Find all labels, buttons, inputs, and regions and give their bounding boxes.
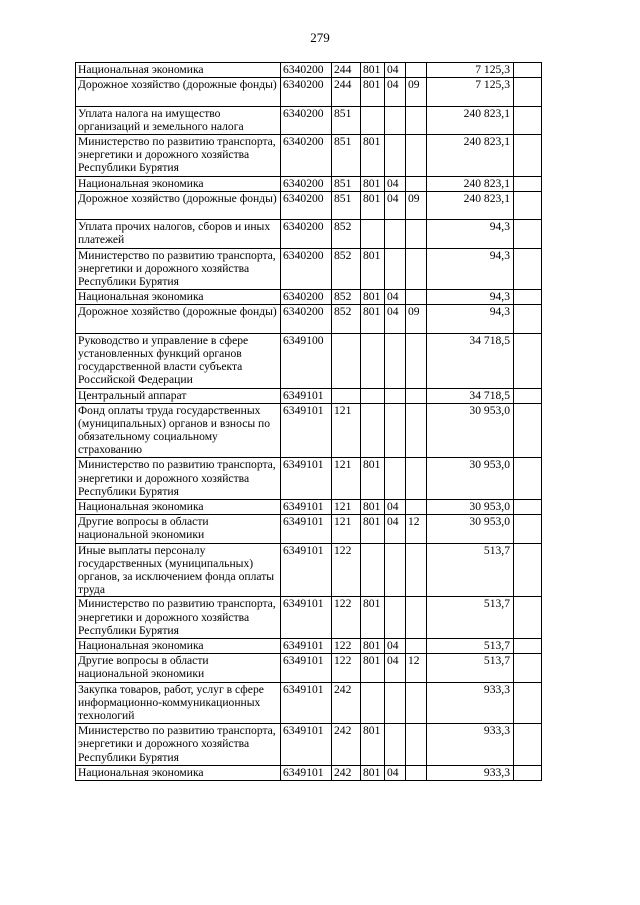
- cell-expense-type: 244: [332, 78, 361, 106]
- cell-subsection: [406, 290, 427, 305]
- table-row: [76, 639, 542, 654]
- cell-section: [385, 248, 406, 290]
- cell-name: Национальная экономика: [76, 176, 281, 191]
- cell-name: Национальная экономика: [76, 765, 281, 780]
- cell-subsection: [406, 403, 427, 458]
- cell-name: Дорожное хозяйство (дорожные фонды): [76, 78, 281, 106]
- cell-name: Дорожное хозяйство (дорожные фонды): [76, 305, 281, 333]
- cell-expense-type: 122: [332, 543, 361, 597]
- cell-ministry-code: [361, 403, 385, 458]
- cell-ministry-code: 801: [361, 305, 385, 333]
- cell-expense-type: 852: [332, 305, 361, 333]
- cell-subsection: [406, 639, 427, 654]
- cell-empty: [514, 220, 542, 248]
- cell-expense-type: 121: [332, 458, 361, 500]
- table-row: [76, 458, 542, 500]
- cell-section: 04: [385, 305, 406, 333]
- cell-ministry-code: [361, 543, 385, 597]
- table-row: [76, 682, 542, 724]
- cell-ministry-code: [361, 220, 385, 248]
- table-body: [76, 63, 542, 781]
- cell-amount: 94,3: [427, 305, 514, 333]
- cell-ministry-code: 801: [361, 290, 385, 305]
- cell-ministry-code: 801: [361, 134, 385, 176]
- cell-name: Закупка товаров, работ, услуг в сфере информационно-коммуникационных технологий: [76, 682, 281, 724]
- cell-subsection: [406, 176, 427, 191]
- cell-name: Фонд оплаты труда государственных (муниципальных) органов и взносы по обязательному социальному страхованию: [76, 403, 281, 458]
- cell-expense-type: 242: [332, 724, 361, 766]
- cell-amount: 933,3: [427, 682, 514, 724]
- cell-target-article: 6349101: [281, 654, 332, 682]
- table-row: [76, 654, 542, 682]
- cell-subsection: [406, 724, 427, 766]
- cell-ministry-code: 801: [361, 191, 385, 219]
- cell-ministry-code: 801: [361, 654, 385, 682]
- cell-subsection: [406, 63, 427, 78]
- cell-empty: [514, 388, 542, 403]
- cell-empty: [514, 290, 542, 305]
- cell-ministry-code: 801: [361, 515, 385, 543]
- cell-amount: 30 953,0: [427, 403, 514, 458]
- cell-expense-type: 242: [332, 765, 361, 780]
- cell-subsection: 09: [406, 191, 427, 219]
- cell-empty: [514, 403, 542, 458]
- cell-expense-type: 242: [332, 682, 361, 724]
- cell-section: [385, 403, 406, 458]
- cell-ministry-code: 801: [361, 500, 385, 515]
- cell-section: 04: [385, 191, 406, 219]
- cell-subsection: [406, 333, 427, 388]
- cell-target-article: 6349101: [281, 765, 332, 780]
- table-row: [76, 106, 542, 134]
- cell-expense-type: 851: [332, 176, 361, 191]
- cell-subsection: [406, 543, 427, 597]
- cell-expense-type: [332, 333, 361, 388]
- table-row: [76, 78, 542, 106]
- table-row: [76, 305, 542, 333]
- cell-ministry-code: 801: [361, 78, 385, 106]
- cell-subsection: 12: [406, 654, 427, 682]
- cell-ministry-code: 801: [361, 765, 385, 780]
- cell-amount: 513,7: [427, 543, 514, 597]
- cell-section: 04: [385, 500, 406, 515]
- cell-ministry-code: 801: [361, 248, 385, 290]
- cell-target-article: 6349101: [281, 458, 332, 500]
- cell-expense-type: 244: [332, 63, 361, 78]
- cell-empty: [514, 654, 542, 682]
- cell-section: [385, 106, 406, 134]
- cell-subsection: 12: [406, 515, 427, 543]
- cell-amount: 240 823,1: [427, 191, 514, 219]
- table-row: [76, 765, 542, 780]
- table-row: [76, 176, 542, 191]
- cell-ministry-code: 801: [361, 639, 385, 654]
- cell-empty: [514, 63, 542, 78]
- cell-name: Министерство по развитию транспорта, энергетики и дорожного хозяйства Республики Бурятия: [76, 458, 281, 500]
- cell-section: [385, 458, 406, 500]
- cell-target-article: 6340200: [281, 134, 332, 176]
- cell-target-article: 6349101: [281, 724, 332, 766]
- table-row: [76, 191, 542, 219]
- cell-amount: 34 718,5: [427, 388, 514, 403]
- cell-amount: 513,7: [427, 639, 514, 654]
- cell-subsection: [406, 458, 427, 500]
- cell-target-article: 6340200: [281, 191, 332, 219]
- cell-empty: [514, 134, 542, 176]
- cell-target-article: 6340200: [281, 78, 332, 106]
- cell-subsection: [406, 388, 427, 403]
- cell-empty: [514, 333, 542, 388]
- cell-subsection: [406, 220, 427, 248]
- cell-expense-type: 852: [332, 248, 361, 290]
- cell-section: 04: [385, 78, 406, 106]
- cell-expense-type: 121: [332, 515, 361, 543]
- cell-section: [385, 220, 406, 248]
- cell-subsection: [406, 597, 427, 639]
- cell-name: Центральный аппарат: [76, 388, 281, 403]
- cell-empty: [514, 765, 542, 780]
- cell-expense-type: 122: [332, 597, 361, 639]
- cell-expense-type: 121: [332, 403, 361, 458]
- cell-expense-type: 852: [332, 290, 361, 305]
- table-row: [76, 220, 542, 248]
- cell-empty: [514, 543, 542, 597]
- cell-name: Дорожное хозяйство (дорожные фонды): [76, 191, 281, 219]
- cell-name: Национальная экономика: [76, 63, 281, 78]
- page-number: 279: [310, 30, 330, 45]
- table-row: [76, 597, 542, 639]
- cell-amount: 30 953,0: [427, 500, 514, 515]
- cell-target-article: 6340200: [281, 63, 332, 78]
- cell-empty: [514, 176, 542, 191]
- cell-expense-type: 852: [332, 220, 361, 248]
- cell-target-article: 6349101: [281, 597, 332, 639]
- cell-ministry-code: [361, 106, 385, 134]
- cell-expense-type: 851: [332, 191, 361, 219]
- table-row: [76, 134, 542, 176]
- cell-ministry-code: 801: [361, 176, 385, 191]
- cell-name: Иные выплаты персоналу государственных (муниципальных) органов, за исключением фонда оплаты труда: [76, 543, 281, 597]
- cell-subsection: [406, 682, 427, 724]
- cell-empty: [514, 78, 542, 106]
- cell-name: Уплата налога на имущество организаций и земельного налога: [76, 106, 281, 134]
- table-row: [76, 724, 542, 766]
- cell-name: Национальная экономика: [76, 500, 281, 515]
- cell-amount: 240 823,1: [427, 134, 514, 176]
- cell-amount: 94,3: [427, 290, 514, 305]
- cell-amount: 240 823,1: [427, 176, 514, 191]
- cell-amount: 94,3: [427, 220, 514, 248]
- cell-subsection: 09: [406, 305, 427, 333]
- cell-section: [385, 543, 406, 597]
- cell-name: Другие вопросы в области национальной экономики: [76, 654, 281, 682]
- cell-subsection: [406, 106, 427, 134]
- table-row: [76, 248, 542, 290]
- cell-empty: [514, 458, 542, 500]
- budget-table: [75, 62, 542, 781]
- table-row: [76, 403, 542, 458]
- cell-empty: [514, 248, 542, 290]
- cell-ministry-code: 801: [361, 724, 385, 766]
- cell-empty: [514, 305, 542, 333]
- cell-expense-type: 121: [332, 500, 361, 515]
- cell-subsection: [406, 134, 427, 176]
- cell-name: Национальная экономика: [76, 290, 281, 305]
- cell-amount: 34 718,5: [427, 333, 514, 388]
- cell-name: Другие вопросы в области национальной экономики: [76, 515, 281, 543]
- cell-section: [385, 597, 406, 639]
- cell-name: Национальная экономика: [76, 639, 281, 654]
- cell-amount: 30 953,0: [427, 515, 514, 543]
- cell-name: Министерство по развитию транспорта, энергетики и дорожного хозяйства Республики Бурятия: [76, 724, 281, 766]
- cell-target-article: 6340200: [281, 305, 332, 333]
- cell-ministry-code: [361, 333, 385, 388]
- cell-expense-type: 122: [332, 639, 361, 654]
- cell-section: [385, 388, 406, 403]
- cell-section: [385, 724, 406, 766]
- cell-empty: [514, 106, 542, 134]
- cell-subsection: [406, 500, 427, 515]
- cell-amount: 513,7: [427, 597, 514, 639]
- cell-target-article: 6349100: [281, 333, 332, 388]
- cell-expense-type: 851: [332, 106, 361, 134]
- cell-section: [385, 134, 406, 176]
- cell-ministry-code: [361, 682, 385, 724]
- cell-ministry-code: [361, 388, 385, 403]
- cell-amount: 240 823,1: [427, 106, 514, 134]
- cell-empty: [514, 639, 542, 654]
- cell-expense-type: 122: [332, 654, 361, 682]
- table-row: [76, 333, 542, 388]
- cell-ministry-code: 801: [361, 63, 385, 78]
- cell-subsection: 09: [406, 78, 427, 106]
- cell-empty: [514, 515, 542, 543]
- cell-expense-type: [332, 388, 361, 403]
- cell-section: 04: [385, 654, 406, 682]
- cell-section: 04: [385, 63, 406, 78]
- cell-amount: 30 953,0: [427, 458, 514, 500]
- cell-expense-type: 851: [332, 134, 361, 176]
- cell-target-article: 6340200: [281, 248, 332, 290]
- cell-subsection: [406, 765, 427, 780]
- cell-section: 04: [385, 515, 406, 543]
- cell-target-article: 6349101: [281, 639, 332, 654]
- cell-target-article: 6349101: [281, 388, 332, 403]
- cell-empty: [514, 597, 542, 639]
- cell-section: [385, 682, 406, 724]
- cell-section: 04: [385, 639, 406, 654]
- table-row: [76, 63, 542, 78]
- cell-name: Министерство по развитию транспорта, энергетики и дорожного хозяйства Республики Бурятия: [76, 597, 281, 639]
- cell-amount: 94,3: [427, 248, 514, 290]
- cell-name: Руководство и управление в сфере установленных функций органов государственной власти субъекта Российской Федерации: [76, 333, 281, 388]
- cell-amount: 513,7: [427, 654, 514, 682]
- cell-target-article: 6349101: [281, 543, 332, 597]
- cell-target-article: 6349101: [281, 682, 332, 724]
- cell-name: Министерство по развитию транспорта, энергетики и дорожного хозяйства Республики Бурятия: [76, 248, 281, 290]
- cell-target-article: 6349101: [281, 515, 332, 543]
- cell-target-article: 6349101: [281, 403, 332, 458]
- cell-empty: [514, 191, 542, 219]
- cell-amount: 933,3: [427, 724, 514, 766]
- cell-target-article: 6340200: [281, 220, 332, 248]
- table-row: [76, 543, 542, 597]
- cell-amount: 7 125,3: [427, 78, 514, 106]
- cell-name: Министерство по развитию транспорта, энергетики и дорожного хозяйства Республики Бурятия: [76, 134, 281, 176]
- cell-target-article: 6349101: [281, 500, 332, 515]
- cell-amount: 933,3: [427, 765, 514, 780]
- cell-target-article: 6340200: [281, 290, 332, 305]
- cell-target-article: 6340200: [281, 106, 332, 134]
- table-row: [76, 388, 542, 403]
- cell-subsection: [406, 248, 427, 290]
- cell-ministry-code: 801: [361, 597, 385, 639]
- table-row: [76, 290, 542, 305]
- cell-ministry-code: 801: [361, 458, 385, 500]
- table-row: [76, 500, 542, 515]
- table-row: [76, 515, 542, 543]
- cell-section: [385, 333, 406, 388]
- cell-name: Уплата прочих налогов, сборов и иных платежей: [76, 220, 281, 248]
- cell-amount: 7 125,3: [427, 63, 514, 78]
- cell-target-article: 6340200: [281, 176, 332, 191]
- cell-empty: [514, 682, 542, 724]
- cell-section: 04: [385, 290, 406, 305]
- cell-section: 04: [385, 765, 406, 780]
- cell-section: 04: [385, 176, 406, 191]
- cell-empty: [514, 500, 542, 515]
- cell-empty: [514, 724, 542, 766]
